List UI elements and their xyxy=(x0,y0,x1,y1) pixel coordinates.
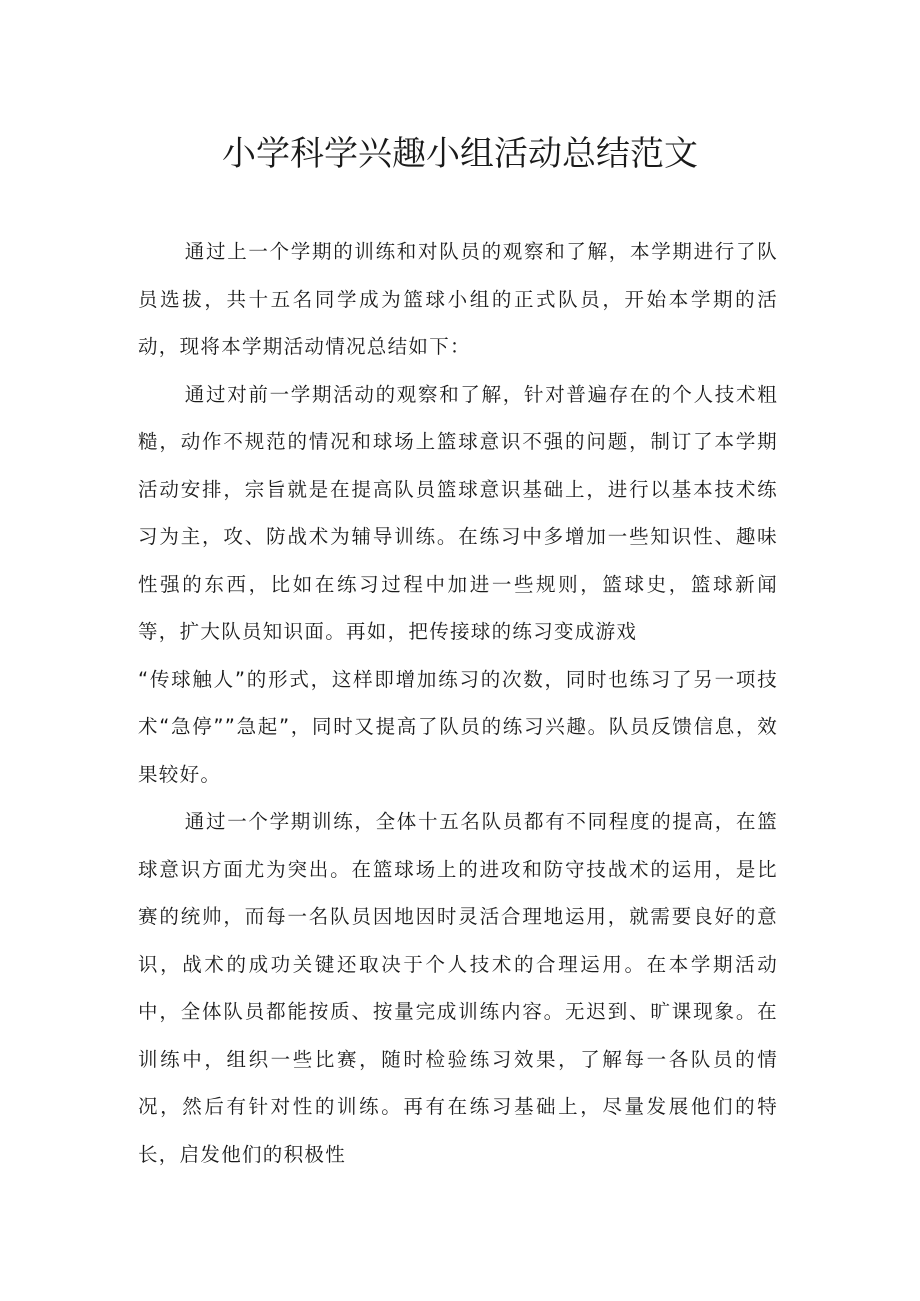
document-title: 小学科学兴趣小组活动总结范文 xyxy=(222,134,698,174)
paragraph-intro: 通过上一个学期的训练和对队员的观察和了解，本学期进行了队员选拔，共十五名同学成为篮球小组的正式队员，开始本学期的活动，现将本学期活动情况总结如下： xyxy=(138,240,778,358)
paragraph-results: 通过一个学期训练，全体十五名队员都有不同程度的提高，在篮球意识方面尤为突出。在篮球场上的进攻和防守技战术的运用，是比赛的统帅，而每一名队员因地因时灵活合理地运用，就需要良好的意识，战术的成功关键还取决于个人技术的合理运用。在本学期活动中，全体队员都能按质、按量完成训练内容。无迟到、旷课现象。在训练中，组织一些比赛，随时检验练习效果，了解每一各队员的情况，然后有针对性的训练。再有在练习基础上，尽量发展他们的特长，启发他们的积极性 xyxy=(138,810,778,1166)
paragraph-plan-continued: “传球触人”的形式，这样即增加练习的次数，同时也练习了另一项技术“急停””急起”，同时又提高了队员的练习兴趣。队员反馈信息，效果较好。 xyxy=(138,667,778,786)
document-body xyxy=(138,228,778,1178)
paragraph-plan: 通过对前一学期活动的观察和了解，针对普遍存在的个人技术粗糙，动作不规范的情况和球场上篮球意识不强的问题，制订了本学期活动安排，宗旨就是在提高队员篮球意识基础上，进行以基本技术练习为主，攻、防战术为辅导训练。在练习中多增加一些知识性、趣味性强的东西，比如在练习过程中加进一些规则，篮球史，篮球新闻等，扩大队员知识面。再如，把传接球的练习变成游戏 xyxy=(138,382,778,643)
